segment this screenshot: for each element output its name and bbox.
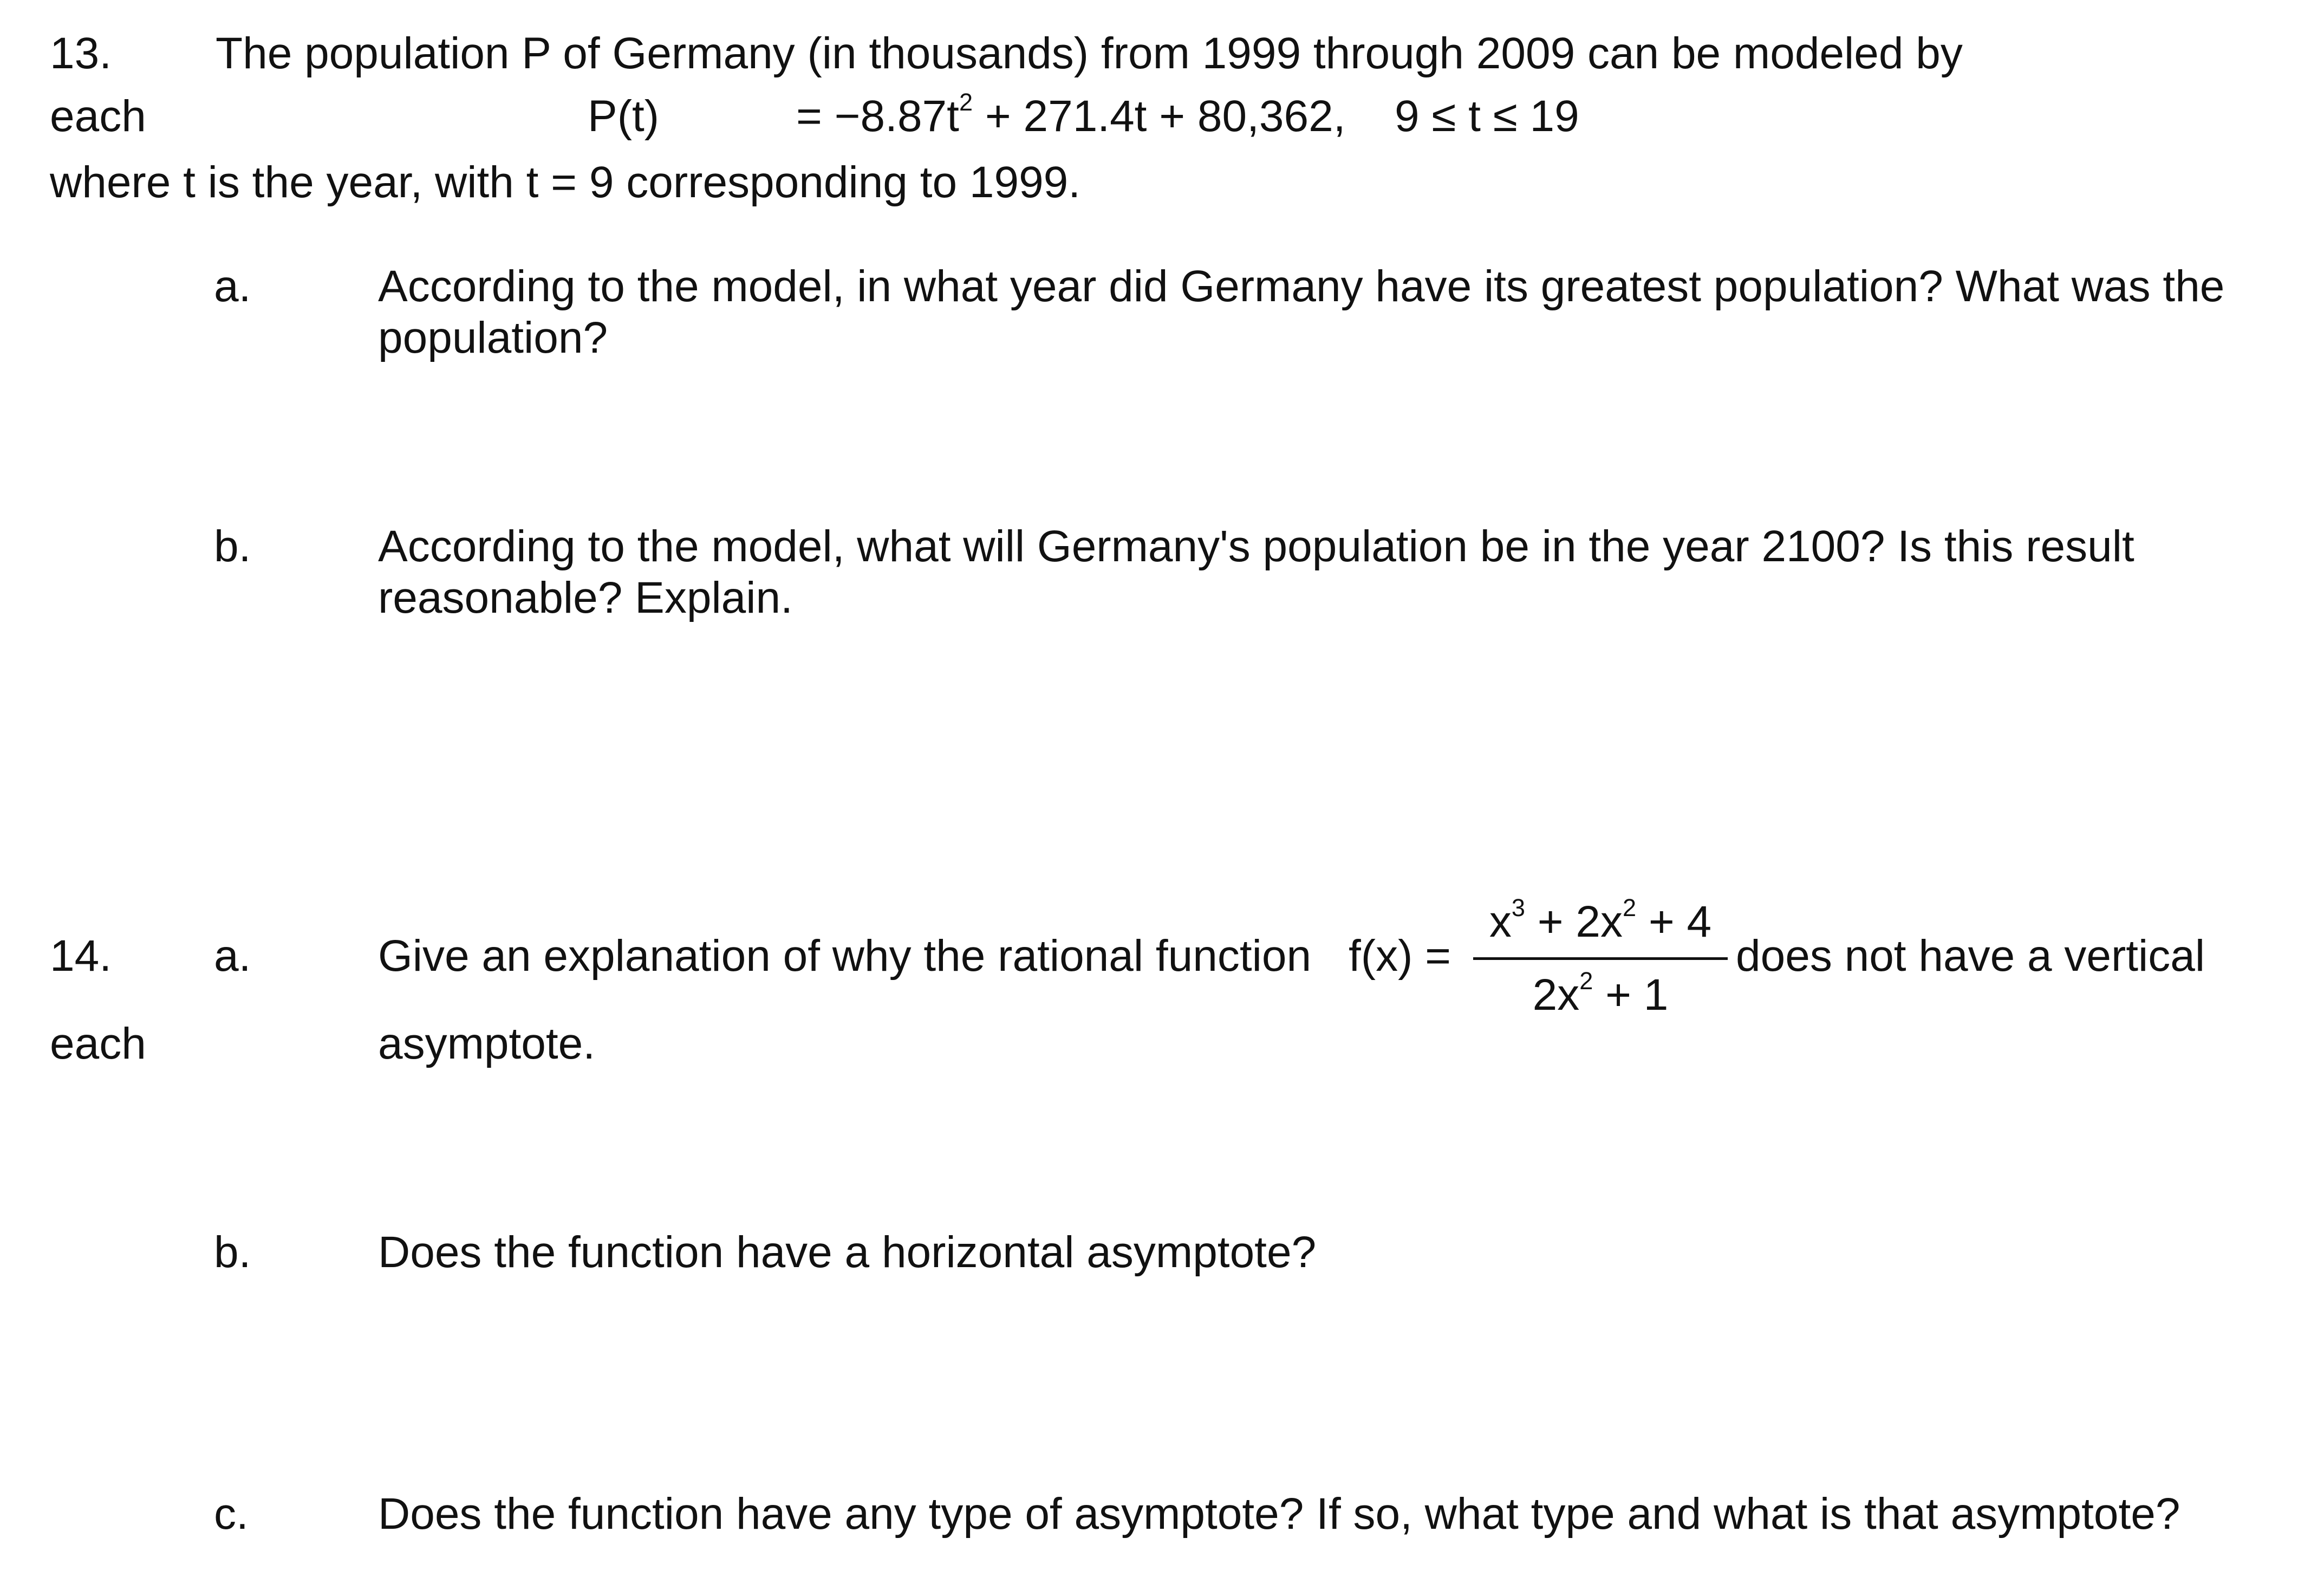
question-13-intro: The population P of Germany (in thousands) from 1999 through 2009 can be modeled by [216,29,1963,78]
question-13b-label: b. [214,522,251,571]
question-13a-line2: population? [378,313,608,362]
fraction-bar [1473,957,1728,960]
equation-domain: 9 ≤ t ≤ 19 [1395,92,1579,141]
question-14-points: each [50,1019,146,1068]
question-14a-text: Give an explanation of why the rational function [378,931,1312,981]
rational-function-fraction [1473,891,1728,1021]
question-14a-text-end: does not have a vertical [1736,931,2205,981]
question-13-points: each [50,92,146,141]
question-13-number: 13. [50,29,112,78]
question-14c-label: c. [214,1489,249,1539]
fraction-numerator: $x^3 + 2x^2 + 4$ [1489,893,1712,946]
question-14b-label: b. [214,1228,251,1277]
question-14c-text: Does the function have any type of asymptote? If so, what type and what is that asymptote? [378,1489,2180,1539]
fraction-denominator: $2x^2 + 1$ [1532,966,1669,1020]
question-14b-text: Does the function have a horizontal asymptote? [378,1228,1317,1277]
question-14-number: 14. [50,931,112,981]
question-13b-line2: reasonable? Explain. [378,573,793,622]
question-13b-line1: According to the model, what will Germany's population be in the year 2100? Is this result [378,522,2134,571]
question-14a-label: a. [214,931,251,981]
question-13-where: where t is the year, with t = 9 corresponding to 1999. [50,158,1081,207]
question-13a-line1: According to the model, in what year did Germany have its greatest population? What was the [378,262,2225,311]
equation-lhs: P(t) [588,92,660,141]
question-14a-line2: asymptote. [378,1019,596,1068]
function-name: f(x) = [1349,931,1451,981]
question-13a-label: a. [214,262,251,311]
equation-rhs: = $-8.87t^2 + 271.4t + 80,362$, [796,88,1346,141]
